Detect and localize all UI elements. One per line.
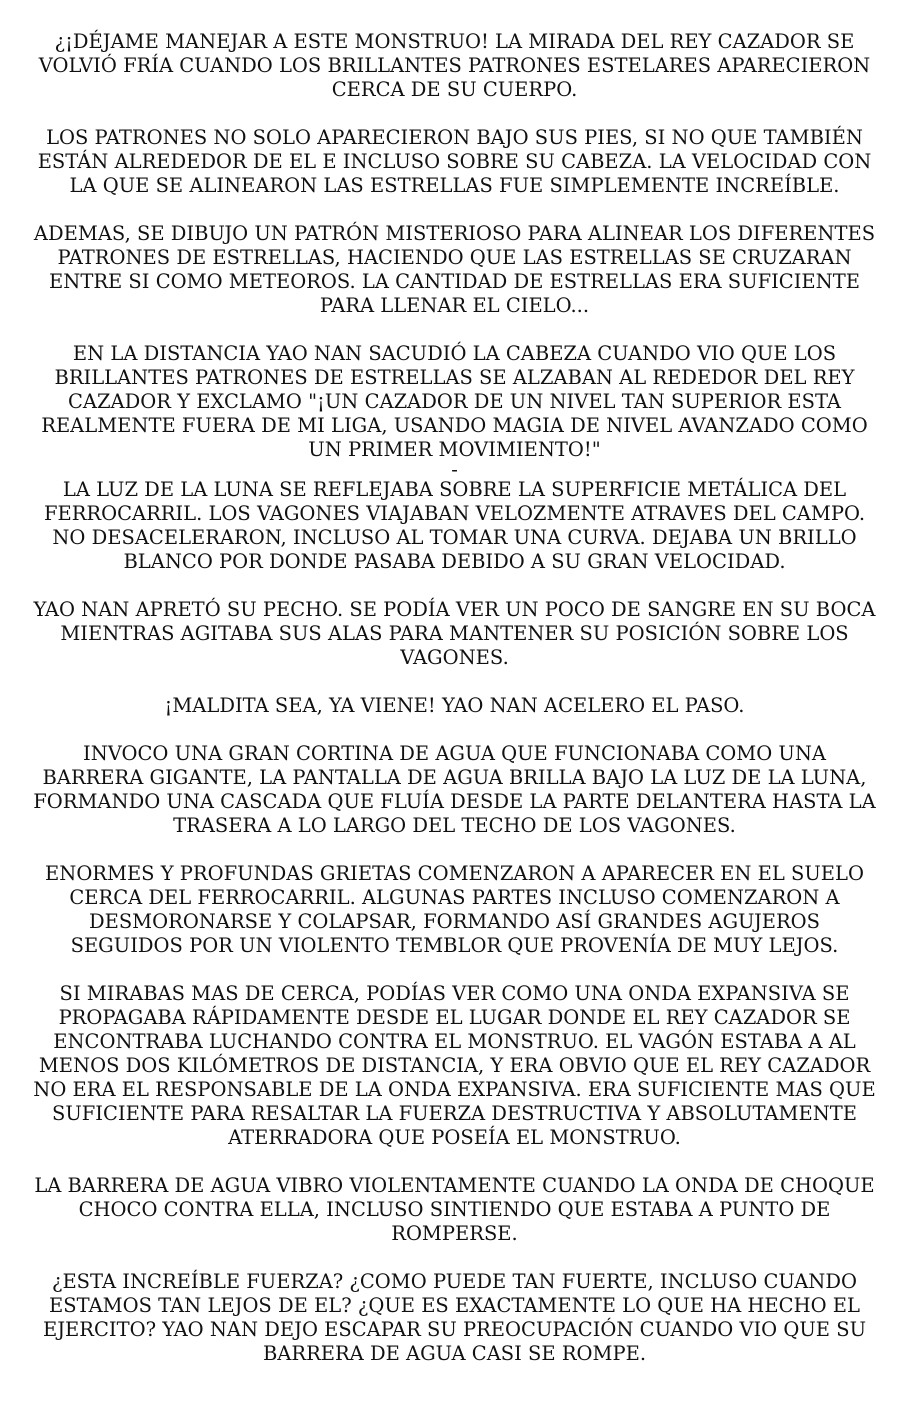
section-separator: -	[451, 458, 458, 481]
document-body	[0, 30, 909, 1390]
paragraph: ¿¡DÉJAME MANEJAR A ESTE MONSTRUO! LA MIRADA DEL REY CAZADOR SE VOLVIÓ FRÍA CUANDO LOS BRILLANTES PATRONES ESTELARES APARECIERON CERCA DE SU CUERPO.	[38, 30, 871, 101]
paragraph: YAO NAN APRETÓ SU PECHO. SE PODÍA VER UN POCO DE SANGRE EN SU BOCA MIENTRAS AGITABA SUS ALAS PARA MANTENER SU POSICIÓN SOBRE LOS VAGONES.	[33, 598, 876, 669]
paragraph: INVOCO UNA GRAN CORTINA DE AGUA QUE FUNCIONABA COMO UNA BARRERA GIGANTE, LA PANTALLA DE AGUA BRILLA BAJO LA LUZ DE LA LUNA, FORMANDO UNA CASCADA QUE FLUÍA DESDE LA PARTE DELANTERA HASTA LA TRASERA A LO LARGO DEL TECHO DE LOS VAGONES.	[33, 742, 876, 837]
paragraph: ¿ESTA INCREÍBLE FUERZA? ¿COMO PUEDE TAN FUERTE, INCLUSO CUANDO ESTAMOS TAN LEJOS DE EL? ¿QUE ES EXACTAMENTE LO QUE HA HECHO EL EJERCITO? YAO NAN DEJO ESCAPAR SU PREOCUPACIÓN CUANDO VIO QUE SU BARRERA DE AGUA CASI SE ROMPE.	[42, 1270, 867, 1365]
paragraph: SI MIRABAS MAS DE CERCA, PODÍAS VER COMO UNA ONDA EXPANSIVA SE PROPAGABA RÁPIDAMENTE DESDE EL LUGAR DONDE EL REY CAZADOR SE ENCONTRABA LUCHANDO CONTRA EL MONSTRUO. EL VAGÓN ESTABA A AL MENOS DOS KILÓMETROS DE DISTANCIA, Y ERA OBVIO QUE EL REY CAZADOR NO ERA EL RESPONSABLE DE LA ONDA EXPANSIVA. ERA SUFICIENTE MAS QUE SUFICIENTE PARA RESALTAR LA FUERZA DESTRUCTIVA Y ABSOLUTAMENTE ATERRADORA QUE POSEÍA EL MONSTRUO.	[33, 982, 876, 1149]
paragraph: ADEMAS, SE DIBUJO UN PATRÓN MISTERIOSO PARA ALINEAR LOS DIFERENTES PATRONES DE ESTRELLAS, HACIENDO QUE LAS ESTRELLAS SE CRUZARAN ENTRE SI COMO METEOROS. LA CANTIDAD DE ESTRELLAS ERA SUFICIENTE PARA LLENAR EL CIELO...	[33, 222, 876, 317]
paragraph: LOS PATRONES NO SOLO APARECIERON BAJO SUS PIES, SI NO QUE TAMBIÉN ESTÁN ALREDEDOR DE EL E INCLUSO SOBRE SU CABEZA. LA VELOCIDAD CON LA QUE SE ALINEARON LAS ESTRELLAS FUE SIMPLEMENTE INCREÍBLE.	[37, 126, 872, 197]
paragraph: EN LA DISTANCIA YAO NAN SACUDIÓ LA CABEZA CUANDO VIO QUE LOS BRILLANTES PATRONES DE ESTRELLAS SE ALZABAN AL REDEDOR DEL REY CAZADOR Y EXCLAMO "¡UN CAZADOR DE UN NIVEL TAN SUPERIOR ESTA REALMENTE FUERA DE MI LIGA, USANDO MAGIA DE NIVEL AVANZADO COMO UN PRIMER MOVIMIENTO!"	[41, 342, 868, 461]
paragraph: LA LUZ DE LA LUNA SE REFLEJABA SOBRE LA SUPERFICIE METÁLICA DEL FERROCARRIL. LOS VAGONES VIAJABAN VELOZMENTE ATRAVES DEL CAMPO. NO DESACELERARON, INCLUSO AL TOMAR UNA CURVA. DEJABA UN BRILLO BLANCO POR DONDE PASABA DEBIDO A SU GRAN VELOCIDAD.	[43, 478, 866, 573]
paragraph: ENORMES Y PROFUNDAS GRIETAS COMENZARON A APARECER EN EL SUELO CERCA DEL FERROCARRIL. ALGUNAS PARTES INCLUSO COMENZARON A DESMORONARSE Y COLAPSAR, FORMANDO ASÍ GRANDES AGUJEROS SEGUIDOS POR UN VIOLENTO TEMBLOR QUE PROVENÍA DE MUY LEJOS.	[45, 862, 864, 957]
paragraph: ¡MALDITA SEA, YA VIENE! YAO NAN ACELERO EL PASO.	[164, 694, 745, 717]
paragraph: LA BARRERA DE AGUA VIBRO VIOLENTAMENTE CUANDO LA ONDA DE CHOQUE CHOCO CONTRA ELLA, INCLUSO SINTIENDO QUE ESTABA A PUNTO DE ROMPERSE.	[34, 1174, 875, 1245]
